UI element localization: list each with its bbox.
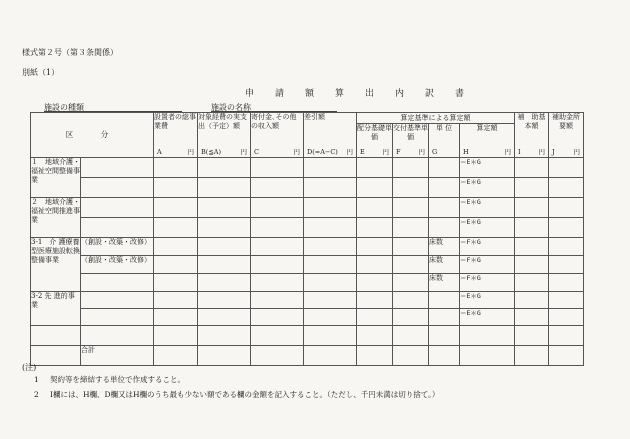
table-row-total [31,346,584,366]
formula-cell: ＝E＊G [460,218,515,238]
formula-cell: ＝E＊G [460,178,515,198]
formula-cell: ＝F＊G [460,256,515,274]
sub-type-label: （創設・改築・改修） [81,238,154,256]
table-row [31,309,584,326]
header-grant-unit-price: 交付基準単 価 F 円 [393,124,428,156]
document-title: 申 請 額 算 出 内 訳 書 [245,89,471,99]
table-row [31,256,584,274]
unit-bed-label: 床数 [429,274,460,292]
formula-cell: ＝E＊G [460,292,515,309]
header-calc-group: 算定基準による算定額 [357,113,515,124]
table-row [31,178,584,198]
calculation-table [30,112,584,366]
unit-bed-label: 床数 [429,238,460,256]
notes-heading: (注) [22,363,37,372]
formula-cell: ＝F＊G [460,238,515,256]
unit-bed-label: 床数 [429,256,460,274]
table-row [31,274,584,292]
total-label: 合計 [81,346,154,366]
header-kubun: 区 分 [31,113,154,158]
note-2: 2 I欄には、H欄、D欄又はH欄のうち最も少ない額である欄の金額を記入すること。（ただし、千円未満は切り捨て。） [34,390,440,399]
note-1: 1 契約等を締結する単位で作成すること。 [34,375,185,384]
facility-type-label: 施設の種類 [44,103,84,112]
header-total-cost: 設置者の総事業費 A 円 [154,113,196,156]
table-row [31,218,584,238]
header-calculated-amount: 算定額 H 円 [460,124,515,158]
formula-cell: ＝E＊G [460,158,515,178]
category-2: ２ 地域介護・福祉空間推進事業 [31,198,81,238]
table-row [31,292,584,309]
header-donation: 寄付金､その他の収入額 C 円 [251,113,304,158]
category-4: 3-2 先 進的事業 [31,292,81,326]
table-row [31,198,584,218]
table-row [31,158,584,178]
attachment-label: 別紙（1） [22,68,60,77]
category-1: １ 地域介護・福祉空間整備事業 [31,158,81,198]
header-base-unit-price: 配分基礎単 価 E 円 [357,124,392,156]
form-number: 様式第２号（第３条関係） [22,48,118,57]
header-difference: 差引額 D(=A−C) 円 [304,113,357,158]
header-unit: 単 位 G [429,124,460,158]
sub-type-label: （創設・改築・改修） [81,256,154,274]
category-3: 3-1 介 護療養型医療施設転換整備事業 [31,238,81,292]
formula-cell: ＝E＊G [460,198,515,218]
formula-cell: ＝E＊G [460,309,515,326]
header-actual-expense: 対象経費の実支出（予定）額 B(≦A) 円 [198,113,251,158]
table-row [31,326,584,346]
formula-cell: ＝F＊G [460,274,515,292]
facility-name-label: 施設の名称 [211,103,251,112]
table-row [31,238,584,256]
header-subsidy-required: 補助金所要額 J 円 [549,113,584,158]
header-subsidy-base: 補 助基本額 I 円 [515,113,549,158]
